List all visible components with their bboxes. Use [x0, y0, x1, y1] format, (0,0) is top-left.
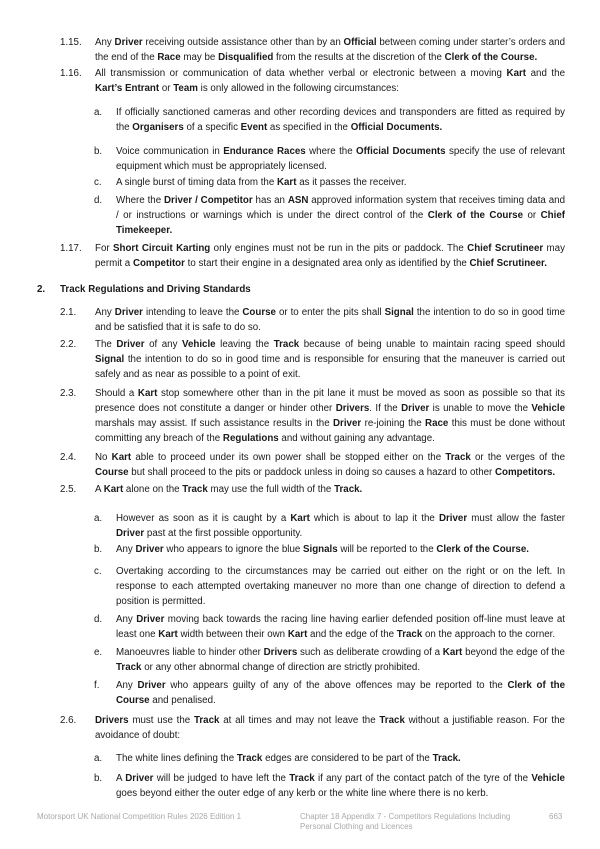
defined-term: Track	[289, 773, 315, 784]
defined-term: Vehicle	[182, 339, 216, 350]
clause-number: 2.5.	[60, 484, 77, 495]
subclause-text: Overtaking according to the circumstances may be carried out either on the right or on the left. In response to each attempted overtaking maneuver no more than one change of direction to defend a position is permitted.	[116, 566, 565, 607]
subclause-letter: d.	[94, 614, 103, 625]
defined-term: Track	[236, 753, 263, 764]
defined-term: Track	[116, 662, 142, 673]
subclause-letter: a.	[94, 107, 103, 118]
defined-term: Kart	[111, 452, 132, 463]
defined-term: Event	[240, 122, 268, 133]
defined-term: Team	[173, 83, 198, 94]
subclause-2-5-b	[94, 542, 565, 557]
footer-chapter-title: Chapter 18 Appendix 7 - Competitors Regulations Including Personal Clothing and Licences	[300, 812, 511, 831]
subclause-1-16-a	[94, 105, 565, 135]
defined-term: Track Regulations and Driving Standards	[60, 284, 251, 295]
section-title	[60, 282, 251, 297]
subclause-1-16-b	[94, 144, 565, 174]
defined-term: Drivers	[335, 403, 370, 414]
clause-text: No Kart able to proceed under its own power shall be stopped either on the Track or the verges of the Course but shall proceed to the pits or paddock unless in doing so causes a hazard to other Competitors.	[95, 452, 565, 478]
clause-number: 2.4.	[60, 452, 77, 463]
subclause-text: A Driver will be judged to have left the Track if any part of the contact patch of the tyre of the Vehicle goes beyond either the outer edge of any kerb or the white line where there is no kerb.	[116, 773, 565, 799]
defined-term: Clerk of the Course.	[436, 544, 529, 555]
defined-term: Driver	[114, 307, 143, 318]
defined-term: Kart	[158, 629, 178, 640]
defined-term: Signal	[95, 354, 125, 365]
defined-term: Driver	[125, 773, 154, 784]
defined-term: Kart	[103, 484, 124, 495]
defined-term: Kart	[290, 513, 310, 524]
clause-text: Should a Kart stop somewhere other than in the pit lane it must be moved as soon as possible so that its presence does not constitute a danger or hinder other Drivers. If the Driver is unable to move the Vehicle marshals may assist. If such assistance results in the Driver re-joining the Race this must be done without committing any breach of the Regulations and without gaining any advantage.	[95, 388, 565, 444]
defined-term: Clerk of the Course	[427, 210, 524, 221]
defined-term: Driver	[401, 403, 430, 414]
subclause-text: However as soon as it is caught by a Kart which is about to lap it the Driver must allow the faster Driver past at the first possible opportunity.	[116, 513, 566, 539]
subclause-letter: b.	[94, 773, 103, 784]
defined-term: Driver	[114, 37, 143, 48]
defined-term: Disqualified	[218, 52, 274, 63]
defined-term: Track.	[432, 753, 461, 764]
defined-term: Official	[343, 37, 377, 48]
defined-term: Driver	[137, 680, 166, 691]
subclause-letter: c.	[94, 177, 102, 188]
subclause-2-5-e	[94, 645, 565, 675]
clause-number: 2.2.	[60, 339, 77, 350]
defined-term: Official Documents.	[350, 122, 443, 133]
clause-text: The Driver of any Vehicle leaving the Track because of being unable to maintain racing speed should Signal the intention to do so in good time and is responsible for ensuring that the maneuver is carried out safely and as near as possible to a point of exit.	[95, 339, 565, 380]
subclause-text: Any Driver who appears guilty of any of the above offences may be reported to the Clerk of the Course and penalised.	[116, 680, 566, 706]
defined-term: Drivers	[95, 715, 129, 726]
defined-term: Track	[193, 715, 220, 726]
subclause-letter: a.	[94, 513, 103, 524]
defined-term: Kart	[442, 647, 463, 658]
clause-text: Any Driver receiving outside assistance other than by an Official between coming under starter’s orders and the end of the Race may be Disqualified from the results at the discretion of the Clerk of the Course.	[95, 37, 565, 63]
defined-term: Signals	[303, 544, 338, 555]
clause-number: 1.17.	[60, 243, 82, 254]
defined-term: Track	[445, 452, 471, 463]
defined-term: Kart	[506, 68, 527, 79]
defined-term: Driver	[116, 339, 145, 350]
subclause-2-6-a	[94, 751, 565, 766]
clause-text: Any Driver intending to leave the Course or to enter the pits shall Signal the intention to do so in good time and be satisfied that it is safe to do so.	[95, 307, 565, 333]
defined-term: Chief Timekeeper.	[116, 210, 566, 236]
section-number: 2.	[37, 284, 46, 295]
defined-term: Competitors.	[495, 467, 556, 478]
defined-term: Kart’s Entrant	[95, 83, 160, 94]
defined-term: Track	[182, 484, 208, 495]
defined-term: Course	[242, 307, 276, 318]
clause-text: All transmission or communication of data whether verbal or electronic between a moving Kart and the Kart’s Entrant or Team is only allowed in the following circumstances:	[95, 68, 565, 94]
clause-number: 2.3.	[60, 388, 77, 399]
footer-rulebook-edition: Motorsport UK National Competition Rules 2026 Edition 1	[37, 812, 242, 821]
subclause-text: A single burst of timing data from the Kart as it passes the receiver.	[116, 177, 407, 188]
subclause-2-5-f	[94, 678, 565, 708]
clause-number: 1.16.	[60, 68, 82, 79]
subclause-text: Voice communication in Endurance Races where the Official Documents specify the use of relevant equipment which must be appropriately licensed.	[116, 146, 565, 172]
subclause-text: Where the Driver / Competitor has an ASN approved information system that receives timing data and / or instructions or warnings which is under the direct control of the Clerk of the Course or Chief Timekeeper.	[116, 195, 566, 236]
defined-term: Driver	[438, 513, 468, 524]
subclause-2-5-a	[94, 511, 565, 541]
subclause-2-5-d	[94, 612, 565, 642]
clause-2-1	[60, 305, 565, 335]
clause-1-16	[60, 66, 565, 96]
defined-term: Drivers	[263, 647, 298, 658]
subclause-letter: b.	[94, 544, 103, 555]
defined-term: Driver	[135, 544, 164, 555]
defined-term: Driver	[136, 614, 165, 625]
subclause-letter: b.	[94, 146, 103, 157]
defined-term: Kart	[276, 177, 297, 188]
clause-text: For Short Circuit Karting only engines must not be run in the pits or paddock. The Chief Scrutineer may permit a Competitor to start their engine in a designated area only as identified by the Chief Scrutineer.	[95, 243, 565, 269]
clause-2-3	[60, 386, 565, 446]
subclause-letter: a.	[94, 753, 103, 764]
defined-term: Race	[425, 418, 449, 429]
defined-term: Kart	[137, 388, 158, 399]
defined-term: Endurance Races	[223, 146, 306, 157]
defined-term: Track	[273, 339, 300, 350]
subclause-text: The white lines defining the Track edges are considered to be part of the Track.	[116, 753, 461, 764]
defined-term: Track	[379, 715, 405, 726]
subclause-letter: e.	[94, 647, 103, 658]
defined-term: Organisers	[132, 122, 184, 133]
clause-text: A Kart alone on the Track may use the full width of the Track.	[95, 484, 363, 495]
clause-text: Drivers must use the Track at all times and may not leave the Track without a justifiable reason. For the avoidance of doubt:	[95, 715, 565, 741]
defined-term: ASN	[287, 195, 309, 206]
defined-term: Driver	[333, 418, 362, 429]
defined-term: Short Circuit Karting	[113, 243, 211, 254]
clause-1-17	[60, 241, 565, 271]
defined-term: Chief Scrutineer	[467, 243, 544, 254]
clause-2-5	[60, 482, 565, 497]
subclause-1-16-d	[94, 193, 565, 238]
defined-term: Regulations	[222, 433, 279, 444]
defined-term: Official Documents	[356, 146, 446, 157]
clause-number: 2.6.	[60, 715, 77, 726]
subclause-2-5-c	[94, 564, 565, 609]
footer-page-number: 663	[549, 812, 563, 821]
clause-1-15	[60, 35, 565, 65]
clause-number: 1.15.	[60, 37, 82, 48]
defined-term: Driver / Competitor	[164, 195, 253, 206]
defined-term: Track	[396, 629, 423, 640]
subclause-text: Any Driver moving back towards the racing line having earlier defended position off-line must leave at least one Kart width between their own Kart and the edge of the Track on the approach to the corner.	[116, 614, 565, 640]
section-heading	[37, 282, 251, 297]
defined-term: Clerk of the Course.	[444, 52, 538, 63]
clause-number: 2.1.	[60, 307, 77, 318]
clause-2-4	[60, 450, 565, 480]
defined-term: Course	[95, 467, 129, 478]
defined-term: Vehicle	[531, 403, 565, 414]
defined-term: Signal	[384, 307, 414, 318]
clause-2-6	[60, 713, 565, 743]
defined-term: Kart	[287, 629, 308, 640]
subclause-text: Manoeuvres liable to hinder other Drivers such as deliberate crowding of a Kart beyond the edge of the Track or any other abnormal change of direction are strictly prohibited.	[116, 647, 565, 673]
subclause-text: Any Driver who appears to ignore the blue Signals will be reported to the Clerk of the Course.	[116, 544, 529, 555]
subclause-2-6-b	[94, 771, 565, 801]
subclause-1-16-c	[94, 175, 565, 190]
defined-term: Vehicle	[531, 773, 565, 784]
defined-term: Track.	[334, 484, 363, 495]
subclause-letter: c.	[94, 566, 102, 577]
defined-term: Driver	[116, 528, 145, 539]
subclause-letter: d.	[94, 195, 103, 206]
defined-term: Chief Scrutineer.	[469, 258, 547, 269]
defined-term: Race	[157, 52, 181, 63]
subclause-letter: f.	[94, 680, 100, 691]
subclause-text: If officially sanctioned cameras and other recording devices and transponders are fitted as required by the Organisers of a specific Event as specified in the Official Documents.	[116, 107, 565, 133]
defined-term: Clerk of the Course	[116, 680, 566, 706]
defined-term: Competitor	[132, 258, 185, 269]
clause-2-2	[60, 337, 565, 382]
